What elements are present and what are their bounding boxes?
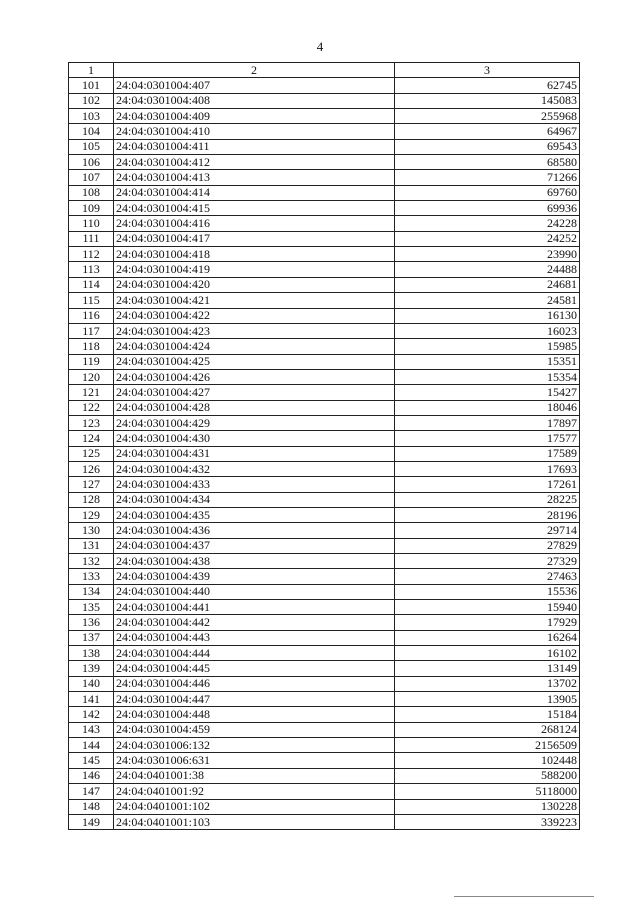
value-cell: 15427 (395, 385, 580, 400)
table-row (69, 630, 580, 645)
row-number-cell: 111 (69, 231, 114, 246)
value-cell: 27829 (395, 538, 580, 553)
table-row (69, 78, 580, 93)
table-row (69, 247, 580, 262)
cadastral-number-cell: 24:04:0301004:423 (114, 323, 395, 338)
value-cell: 69760 (395, 185, 580, 200)
row-number-cell: 108 (69, 185, 114, 200)
row-number-cell: 103 (69, 109, 114, 124)
table-row (69, 615, 580, 630)
row-number-cell: 107 (69, 170, 114, 185)
table-row (69, 109, 580, 124)
table-row (69, 507, 580, 522)
table-row (69, 492, 580, 507)
cadastral-number-cell: 24:04:0301004:446 (114, 676, 395, 691)
row-number-cell: 146 (69, 768, 114, 783)
row-number-cell: 147 (69, 784, 114, 799)
row-number-cell: 120 (69, 369, 114, 384)
table-row (69, 400, 580, 415)
cadastral-number-cell: 24:04:0301004:420 (114, 277, 395, 292)
row-number-cell: 125 (69, 446, 114, 461)
value-cell: 17929 (395, 615, 580, 630)
value-cell: 28196 (395, 507, 580, 522)
value-cell: 24252 (395, 231, 580, 246)
cadastral-number-cell: 24:04:0301004:418 (114, 247, 395, 262)
value-cell: 15354 (395, 369, 580, 384)
page-number: 4 (316, 39, 324, 54)
table-row (69, 814, 580, 829)
value-cell: 15985 (395, 339, 580, 354)
row-number-cell: 129 (69, 507, 114, 522)
table-row (69, 93, 580, 108)
value-cell: 145083 (395, 93, 580, 108)
cadastral-number-cell: 24:04:0301004:442 (114, 615, 395, 630)
cadastral-number-cell: 24:04:0401001:92 (114, 784, 395, 799)
table-row (69, 124, 580, 139)
value-cell: 24488 (395, 262, 580, 277)
row-number-cell: 122 (69, 400, 114, 415)
cadastral-number-cell: 24:04:0301004:419 (114, 262, 395, 277)
row-number-cell: 130 (69, 523, 114, 538)
cadastral-number-cell: 24:04:0301004:410 (114, 124, 395, 139)
row-number-cell: 137 (69, 630, 114, 645)
table-row (69, 185, 580, 200)
value-cell: 27329 (395, 554, 580, 569)
table-row (69, 231, 580, 246)
value-cell: 69936 (395, 201, 580, 216)
table-row (69, 461, 580, 476)
bottom-rule (454, 896, 594, 897)
cadastral-number-cell: 24:04:0301004:411 (114, 139, 395, 154)
value-cell: 69543 (395, 139, 580, 154)
value-cell: 16130 (395, 308, 580, 323)
cadastral-number-cell: 24:04:0401001:102 (114, 799, 395, 814)
value-cell: 13702 (395, 676, 580, 691)
value-cell: 5118000 (395, 784, 580, 799)
row-number-cell: 121 (69, 385, 114, 400)
row-number-cell: 118 (69, 339, 114, 354)
row-number-cell: 110 (69, 216, 114, 231)
table-row (69, 339, 580, 354)
row-number-cell: 105 (69, 139, 114, 154)
cadastral-number-cell: 24:04:0301004:445 (114, 661, 395, 676)
value-cell: 588200 (395, 768, 580, 783)
cadastral-number-cell: 24:04:0301004:435 (114, 507, 395, 522)
value-cell: 15184 (395, 707, 580, 722)
table-row (69, 554, 580, 569)
value-cell: 255968 (395, 109, 580, 124)
row-number-cell: 116 (69, 308, 114, 323)
row-number-cell: 102 (69, 93, 114, 108)
cadastral-number-cell: 24:04:0301004:444 (114, 646, 395, 661)
table-row (69, 216, 580, 231)
value-cell: 268124 (395, 722, 580, 737)
value-cell: 102448 (395, 753, 580, 768)
cadastral-number-cell: 24:04:0301004:412 (114, 155, 395, 170)
table-body (69, 78, 580, 830)
cadastral-number-cell: 24:04:0301004:434 (114, 492, 395, 507)
table-row (69, 385, 580, 400)
cadastral-number-cell: 24:04:0301004:409 (114, 109, 395, 124)
row-number-cell: 127 (69, 477, 114, 492)
value-cell: 130228 (395, 799, 580, 814)
table-row (69, 170, 580, 185)
table-row (69, 201, 580, 216)
cadastral-number-cell: 24:04:0301004:414 (114, 185, 395, 200)
cadastral-number-cell: 24:04:0301004:428 (114, 400, 395, 415)
cadastral-number-cell: 24:04:0301004:441 (114, 600, 395, 615)
header-row (69, 63, 580, 78)
table-row (69, 707, 580, 722)
value-cell: 64967 (395, 124, 580, 139)
cadastral-number-cell: 24:04:0301006:132 (114, 738, 395, 753)
row-number-cell: 112 (69, 247, 114, 262)
row-number-cell: 140 (69, 676, 114, 691)
cadastral-number-cell: 24:04:0301004:443 (114, 630, 395, 645)
row-number-cell: 109 (69, 201, 114, 216)
row-number-cell: 132 (69, 554, 114, 569)
table-row (69, 692, 580, 707)
row-number-cell: 138 (69, 646, 114, 661)
table-row (69, 738, 580, 753)
row-number-cell: 141 (69, 692, 114, 707)
value-cell: 15351 (395, 354, 580, 369)
value-cell: 17577 (395, 431, 580, 446)
cadastral-table (68, 62, 580, 830)
value-cell: 28225 (395, 492, 580, 507)
value-cell: 16102 (395, 646, 580, 661)
row-number-cell: 134 (69, 584, 114, 599)
value-cell: 13905 (395, 692, 580, 707)
table-row (69, 722, 580, 737)
cadastral-number-cell: 24:04:0401001:38 (114, 768, 395, 783)
row-number-cell: 142 (69, 707, 114, 722)
cadastral-number-cell: 24:04:0301004:426 (114, 369, 395, 384)
value-cell: 17589 (395, 446, 580, 461)
cadastral-number-cell: 24:04:0301004:417 (114, 231, 395, 246)
value-cell: 13149 (395, 661, 580, 676)
table-row (69, 477, 580, 492)
cadastral-number-cell: 24:04:0301004:422 (114, 308, 395, 323)
row-number-cell: 145 (69, 753, 114, 768)
value-cell: 62745 (395, 78, 580, 93)
row-number-cell: 113 (69, 262, 114, 277)
row-number-cell: 123 (69, 415, 114, 430)
cadastral-number-cell: 24:04:0301004:416 (114, 216, 395, 231)
cadastral-number-cell: 24:04:0301004:430 (114, 431, 395, 446)
table-row (69, 676, 580, 691)
cadastral-number-cell: 24:04:0301004:436 (114, 523, 395, 538)
table-row (69, 354, 580, 369)
table-row (69, 538, 580, 553)
cadastral-number-cell: 24:04:0401001:103 (114, 814, 395, 829)
value-cell: 68580 (395, 155, 580, 170)
row-number-cell: 106 (69, 155, 114, 170)
cadastral-number-cell: 24:04:0301006:631 (114, 753, 395, 768)
row-number-cell: 136 (69, 615, 114, 630)
cadastral-number-cell: 24:04:0301004:421 (114, 293, 395, 308)
table-row (69, 753, 580, 768)
table-row (69, 799, 580, 814)
table-row (69, 446, 580, 461)
cadastral-number-cell: 24:04:0301004:429 (114, 415, 395, 430)
value-cell: 24228 (395, 216, 580, 231)
table-row (69, 431, 580, 446)
cadastral-number-cell: 24:04:0301004:425 (114, 354, 395, 369)
value-cell: 18046 (395, 400, 580, 415)
cadastral-number-cell: 24:04:0301004:431 (114, 446, 395, 461)
value-cell: 23990 (395, 247, 580, 262)
row-number-cell: 149 (69, 814, 114, 829)
value-cell: 17261 (395, 477, 580, 492)
value-cell: 29714 (395, 523, 580, 538)
row-number-cell: 133 (69, 569, 114, 584)
value-cell: 15940 (395, 600, 580, 615)
cadastral-number-cell: 24:04:0301004:439 (114, 569, 395, 584)
value-cell: 24681 (395, 277, 580, 292)
row-number-cell: 104 (69, 124, 114, 139)
table-row (69, 584, 580, 599)
value-cell: 16023 (395, 323, 580, 338)
table-row (69, 661, 580, 676)
cadastral-number-cell: 24:04:0301004:440 (114, 584, 395, 599)
row-number-cell: 101 (69, 78, 114, 93)
row-number-cell: 119 (69, 354, 114, 369)
value-cell: 27463 (395, 569, 580, 584)
cadastral-number-cell: 24:04:0301004:415 (114, 201, 395, 216)
value-cell: 15536 (395, 584, 580, 599)
row-number-cell: 114 (69, 277, 114, 292)
row-number-cell: 124 (69, 431, 114, 446)
row-number-cell: 115 (69, 293, 114, 308)
cadastral-number-cell: 24:04:0301004:407 (114, 78, 395, 93)
cadastral-number-cell: 24:04:0301004:433 (114, 477, 395, 492)
table-row (69, 155, 580, 170)
cadastral-number-cell: 24:04:0301004:447 (114, 692, 395, 707)
cadastral-number-cell: 24:04:0301004:413 (114, 170, 395, 185)
table-row (69, 784, 580, 799)
row-number-cell: 148 (69, 799, 114, 814)
table-row (69, 523, 580, 538)
header-cell-cadastral: 2 (114, 63, 395, 78)
row-number-cell: 126 (69, 461, 114, 476)
table-row (69, 415, 580, 430)
row-number-cell: 131 (69, 538, 114, 553)
cadastral-number-cell: 24:04:0301004:448 (114, 707, 395, 722)
table-row (69, 369, 580, 384)
table-row (69, 262, 580, 277)
table-row (69, 646, 580, 661)
cadastral-number-cell: 24:04:0301004:438 (114, 554, 395, 569)
row-number-cell: 144 (69, 738, 114, 753)
value-cell: 17693 (395, 461, 580, 476)
header-cell-value: 3 (395, 63, 580, 78)
value-cell: 24581 (395, 293, 580, 308)
table-row (69, 308, 580, 323)
cadastral-number-cell: 24:04:0301004:437 (114, 538, 395, 553)
table-row (69, 600, 580, 615)
table-row (69, 569, 580, 584)
table-row (69, 768, 580, 783)
cadastral-number-cell: 24:04:0301004:432 (114, 461, 395, 476)
header-cell-number: 1 (69, 63, 114, 78)
table-row (69, 293, 580, 308)
value-cell: 17897 (395, 415, 580, 430)
table-row (69, 323, 580, 338)
value-cell: 16264 (395, 630, 580, 645)
cadastral-number-cell: 24:04:0301004:424 (114, 339, 395, 354)
cadastral-number-cell: 24:04:0301004:408 (114, 93, 395, 108)
table-row (69, 139, 580, 154)
row-number-cell: 143 (69, 722, 114, 737)
row-number-cell: 128 (69, 492, 114, 507)
table-row (69, 277, 580, 292)
value-cell: 71266 (395, 170, 580, 185)
value-cell: 2156509 (395, 738, 580, 753)
row-number-cell: 117 (69, 323, 114, 338)
cadastral-number-cell: 24:04:0301004:427 (114, 385, 395, 400)
row-number-cell: 135 (69, 600, 114, 615)
cadastral-number-cell: 24:04:0301004:459 (114, 722, 395, 737)
row-number-cell: 139 (69, 661, 114, 676)
value-cell: 339223 (395, 814, 580, 829)
